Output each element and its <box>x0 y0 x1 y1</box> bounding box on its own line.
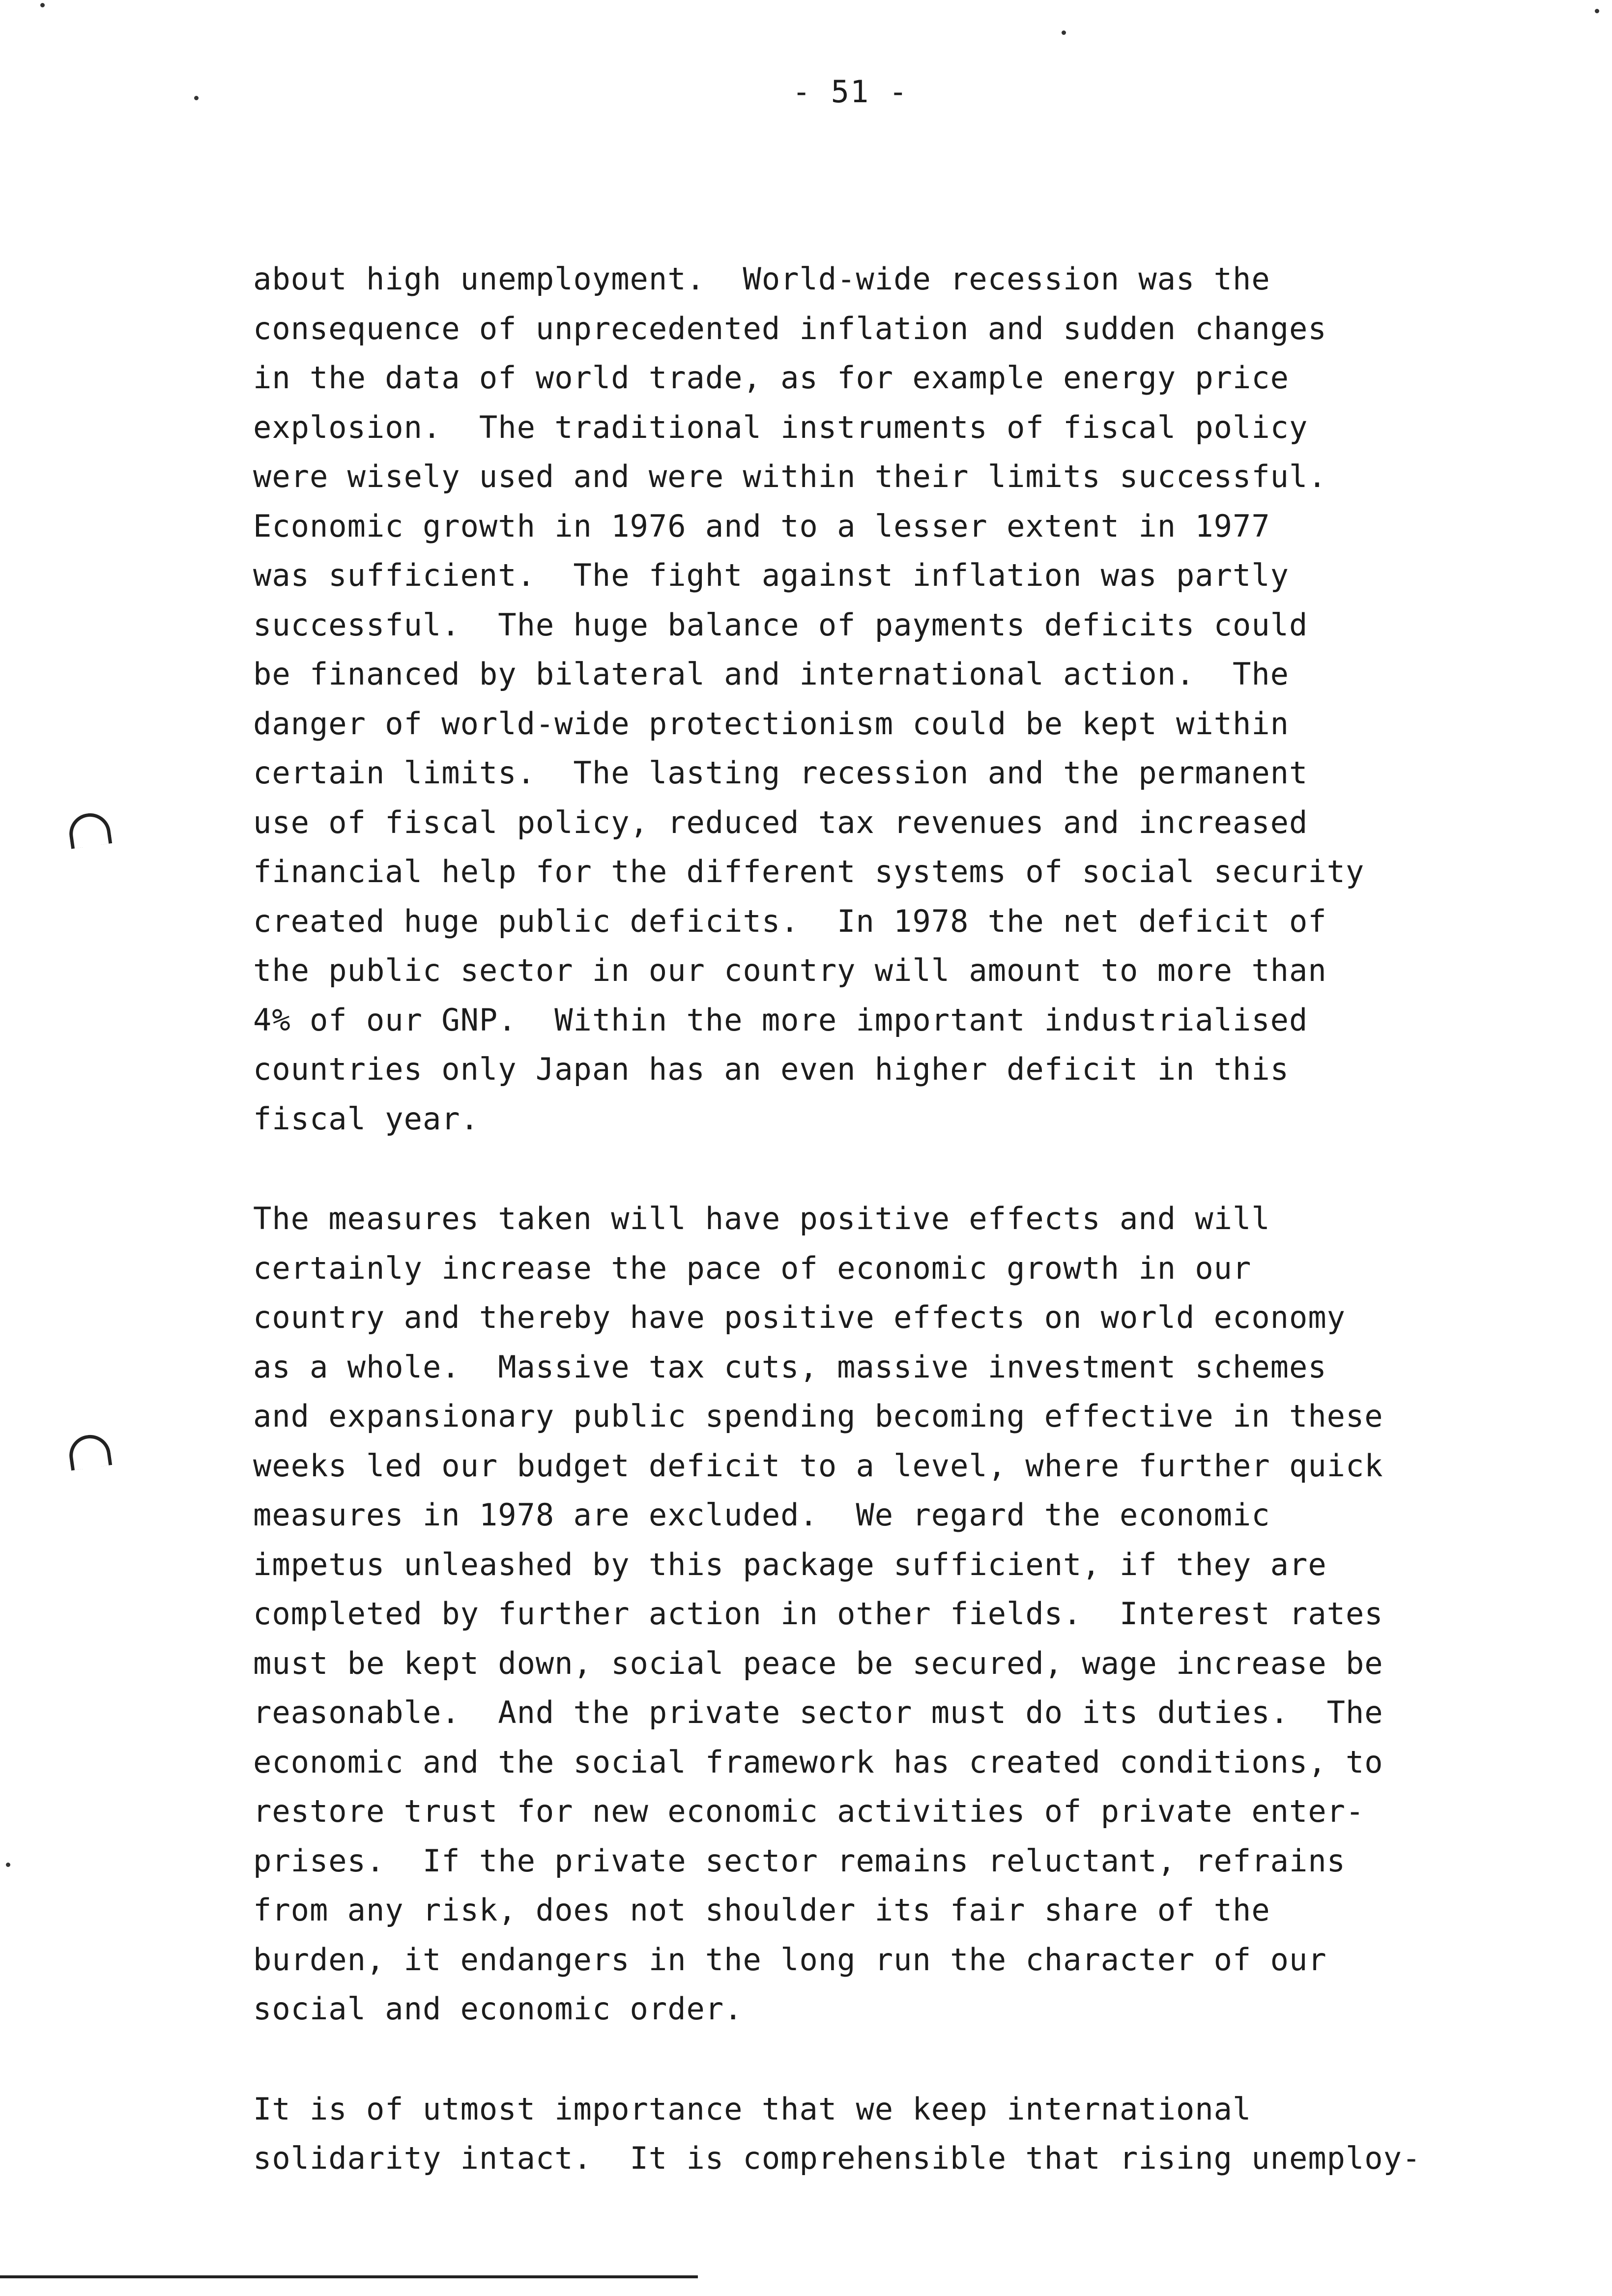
text-line: were wisely used and were within their limits successful. <box>253 459 1327 494</box>
text-line: solidarity intact. It is comprehensible that rising unemploy- <box>253 2140 1421 2176</box>
text-line: in the data of world trade, as for example energy price <box>253 360 1289 396</box>
text-line: from any risk, does not shoulder its fair share of the <box>253 1892 1270 1928</box>
text-line: social and economic order. <box>253 1991 743 2027</box>
paragraph-2 <box>253 1194 1541 2034</box>
text-line: explosion. The traditional instruments of fiscal policy <box>253 409 1308 445</box>
text-line: the public sector in our country will amount to more than <box>253 952 1327 988</box>
text-line: was sufficient. The fight against inflation was partly <box>253 557 1289 593</box>
bottom-rule <box>0 2275 698 2278</box>
text-line: fiscal year. <box>253 1100 479 1137</box>
text-line: The measures taken will have positive effects and will <box>253 1201 1270 1236</box>
paragraph-gap <box>253 2034 1541 2085</box>
scan-speck <box>40 3 45 7</box>
paragraph-1 <box>253 255 1541 1144</box>
text-line: weeks led our budget deficit to a level, where further quick <box>253 1447 1383 1484</box>
binder-hole-mark <box>67 810 113 849</box>
text-line: be financed by bilateral and international action. The <box>253 656 1289 692</box>
text-line: danger of world-wide protectionism could be kept within <box>253 705 1289 742</box>
paragraph-3 <box>253 2085 1541 2183</box>
scan-speck <box>1595 9 1599 13</box>
text-line: successful. The huge balance of payments deficits could <box>253 606 1308 643</box>
text-line: prises. If the private sector remains reluctant, refrains <box>253 1842 1346 1879</box>
text-line: as a whole. Massive tax cuts, massive investment schemes <box>253 1349 1327 1385</box>
text-line: countries only Japan has an even higher deficit in this <box>253 1051 1289 1087</box>
text-line: impetus unleashed by this package sufficient, if they are <box>253 1546 1327 1582</box>
paragraph-gap <box>253 1144 1541 1194</box>
text-line: burden, it endangers in the long run the character of our <box>253 1941 1327 1978</box>
text-line: completed by further action in other fields. Interest rates <box>253 1596 1383 1632</box>
text-line: consequence of unprecedented inflation and sudden changes <box>253 310 1327 346</box>
text-line: created huge public deficits. In 1978 the net deficit of <box>253 903 1327 939</box>
text-line: certain limits. The lasting recession and the permanent <box>253 755 1308 791</box>
text-line: certainly increase the pace of economic growth in our <box>253 1250 1252 1286</box>
scan-speck <box>6 1863 10 1867</box>
text-line: reasonable. And the private sector must do its duties. The <box>253 1694 1383 1730</box>
text-line: restore trust for new economic activities of private enter- <box>253 1793 1365 1829</box>
page-number: - 51 - <box>792 74 908 110</box>
text-line: financial help for the different systems of social security <box>253 854 1365 890</box>
text-line: must be kept down, social peace be secured, wage increase be <box>253 1645 1383 1681</box>
text-line: It is of utmost importance that we keep international <box>253 2091 1252 2127</box>
text-line: measures in 1978 are excluded. We regard the economic <box>253 1497 1270 1533</box>
text-line: economic and the social framework has created conditions, to <box>253 1744 1383 1780</box>
text-line: Economic growth in 1976 and to a lesser extent in 1977 <box>253 508 1270 544</box>
binder-hole-mark <box>67 1432 113 1470</box>
text-line: and expansionary public spending becoming effective in these <box>253 1398 1383 1434</box>
text-line: use of fiscal policy, reduced tax revenues and increased <box>253 804 1308 840</box>
text-line: country and thereby have positive effects on world economy <box>253 1299 1346 1335</box>
scan-speck <box>194 96 199 100</box>
text-line: 4% of our GNP. Within the more important industrialised <box>253 1002 1308 1038</box>
text-line: about high unemployment. World-wide recession was the <box>253 261 1270 297</box>
body-text <box>253 255 1541 2183</box>
scan-speck <box>1062 30 1066 35</box>
